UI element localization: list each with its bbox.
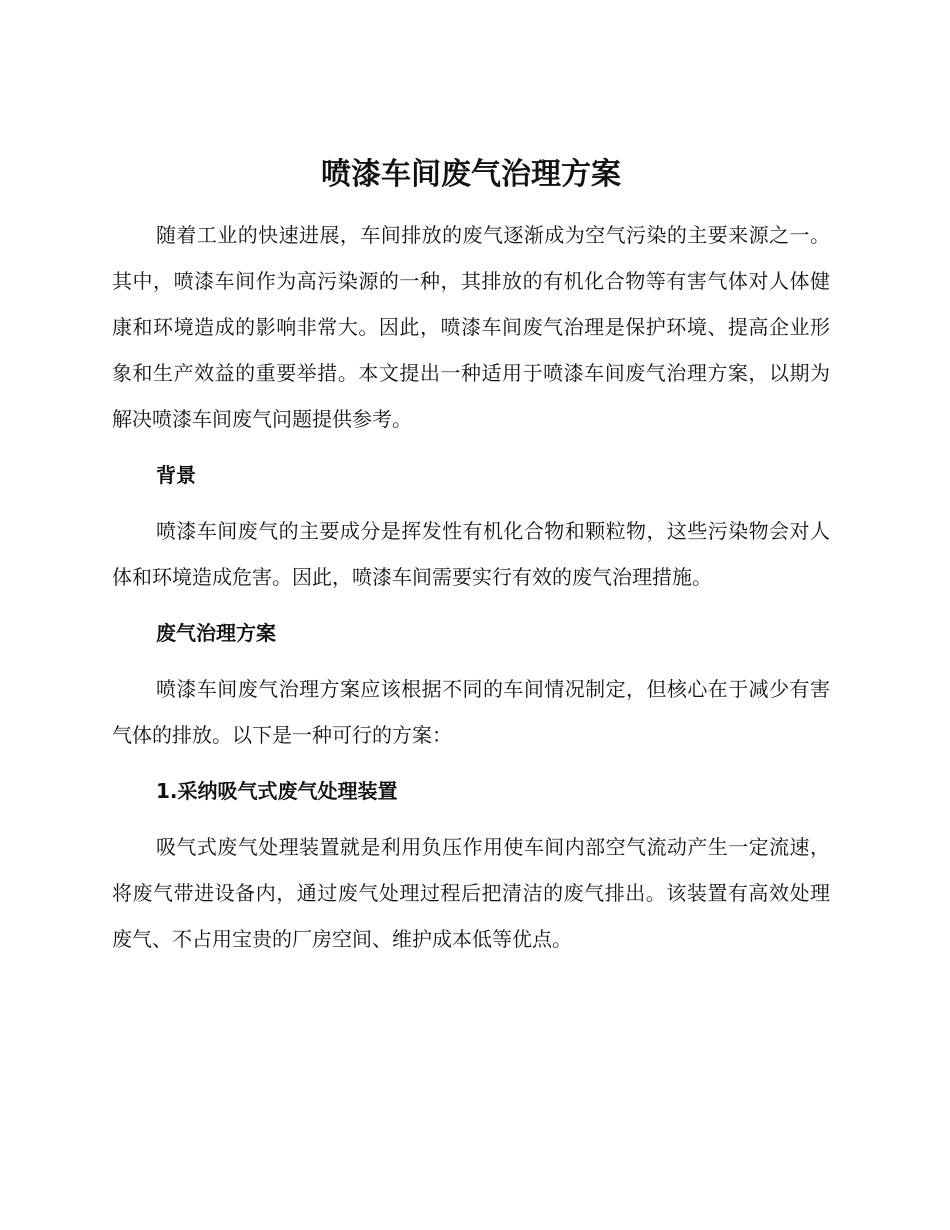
section-body-treatment-plan: 喷漆车间废气治理方案应该根据不同的车间情况制定，但核心在于减少有害气体的排放。以下是一种可行的方案：	[112, 677, 830, 747]
section-heading-background: 背景	[156, 463, 196, 487]
document-content	[112, 148, 830, 962]
section-heading-suction-device: 1.采纳吸气式废气处理装置	[156, 779, 398, 803]
section-body-background: 喷漆车间废气的主要成分是挥发性有机化合物和颗粒物，这些污染物会对人体和环境造成危害。因此，喷漆车间需要实行有效的废气治理措施。	[112, 519, 830, 589]
intro-paragraph: 随着工业的快速进展，车间排放的废气逐渐成为空气污染的主要来源之一。其中，喷漆车间作为高污染源的一种，其排放的有机化合物等有害气体对人体健康和环境造成的影响非常大。因此，喷漆车间废气治理是保护环境、提高企业形象和生产效益的重要举措。本文提出一种适用于喷漆车间废气治理方案，以期为解决喷漆车间废气问题提供参考。	[112, 223, 830, 431]
section-heading-treatment-plan: 废气治理方案	[156, 621, 276, 645]
section-body-suction-device: 吸气式废气处理装置就是利用负压作用使车间内部空气流动产生一定流速，将废气带进设备内，通过废气处理过程后把清洁的废气排出。该装置有高效处理废气、不占用宝贵的厂房空间、维护成本低等优点。	[112, 835, 830, 951]
document-title: 喷漆车间废气治理方案	[321, 157, 621, 192]
